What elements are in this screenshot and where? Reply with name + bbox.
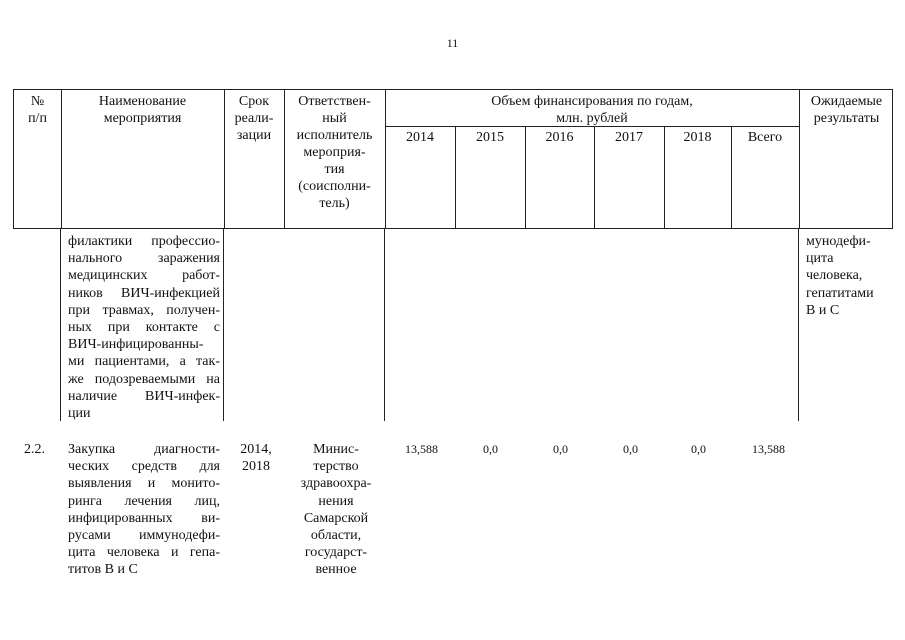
header-year-2018: 2018 [683,130,712,145]
value-2015: 0,0 [483,442,498,456]
header-year-2017: 2017 [615,130,643,145]
header-year-2014: 2014 [406,130,434,145]
page-number: 11 [446,36,459,50]
header-year-2015: 2015 [476,130,504,145]
value-2018: 0,0 [691,442,706,456]
header-number: № п/п [28,94,47,126]
row-number: 2.2. [24,442,45,457]
header-term: Срок реали- зации [234,94,274,143]
header-executor: Ответствен- ный исполнитель мероприя- тия (соисполни- тель) [296,94,373,211]
row-term: 2014, 2018 [240,442,272,475]
value-2016: 0,0 [553,442,568,456]
header-name: Наименование мероприятия [98,94,187,126]
continued-results: мунодефи- цита человека, гепатитами В и С [806,234,874,318]
continued-name: филактики профессио- нального заражения медицинских работ- ников ВИЧ-инфекцией при травмах, получен- ных при контакте с ВИЧ-инфицированны- ми пациентами, а так- же подозреваемыми на наличие ВИЧ-инфек- ции [68,234,220,422]
header-results: Ожидаемые результаты [810,94,883,126]
value-2014: 13,588 [405,442,438,456]
value-2017: 0,0 [623,442,638,456]
header-year-2016: 2016 [545,130,574,145]
row-name: Закупка диагности- ческих средств для выявления и монито- ринга лечения лиц, инфицированных ви- русами иммунодефи- цита человека и гепа- титов В и С [68,442,220,578]
row-executor: Минис- терство здравоохра- нения Самарской области, государст- венное [300,442,372,578]
header-funding: Объем финансирования по годам, млн. рублей [491,94,693,126]
table-header [13,89,893,229]
value-total: 13,588 [752,442,785,456]
header-total: Всего [747,130,783,145]
